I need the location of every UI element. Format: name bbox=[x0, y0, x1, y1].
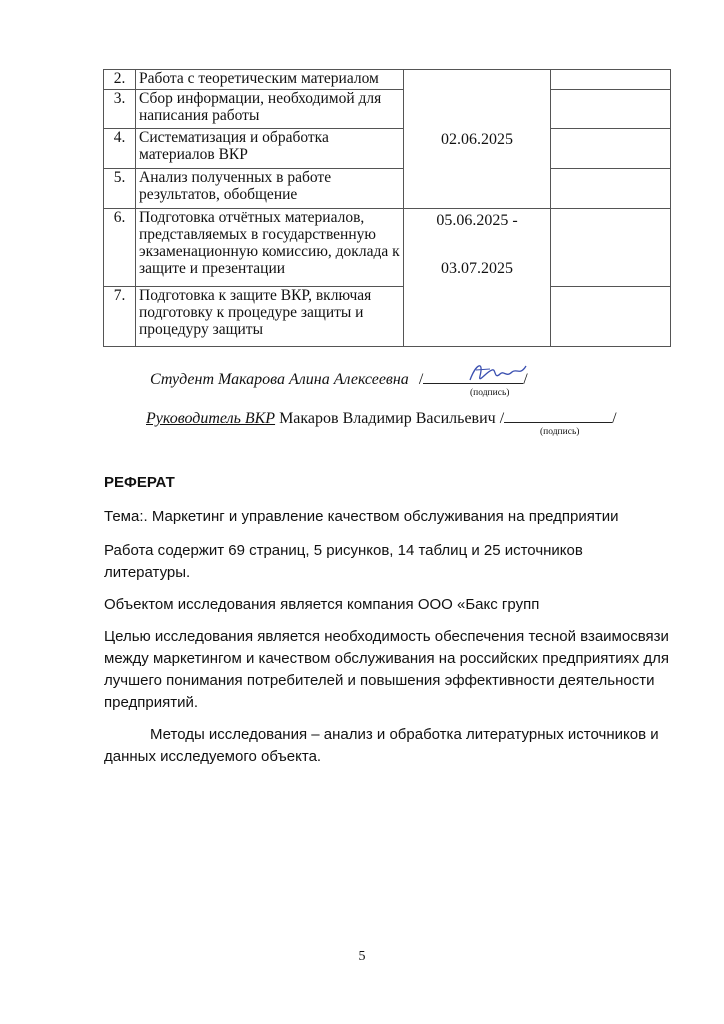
row-number: 5. bbox=[104, 169, 136, 209]
table-row bbox=[104, 129, 671, 169]
table-row bbox=[104, 169, 671, 209]
slash-close: / bbox=[523, 371, 528, 388]
supervisor-signature-caption: (подпись) bbox=[540, 427, 580, 437]
slash-close: / bbox=[612, 410, 617, 427]
row-number: 6. bbox=[104, 209, 136, 287]
signature-blank bbox=[504, 407, 612, 423]
mark-cell bbox=[551, 70, 671, 90]
mark-cell bbox=[551, 169, 671, 209]
page-number: 5 bbox=[358, 949, 366, 964]
date-range-start: 05.06.2025 - bbox=[436, 212, 518, 229]
task-cell: Сбор информации, необходимой для написания работы bbox=[136, 90, 404, 129]
mark-cell bbox=[551, 287, 671, 347]
supervisor-signature-line bbox=[146, 407, 617, 428]
student-autograph bbox=[466, 358, 530, 388]
abstract-topic: Тема:. Маркетинг и управление качеством обслуживания на предприятии bbox=[104, 508, 619, 525]
mark-cell bbox=[551, 90, 671, 129]
date-range-end: 03.07.2025 bbox=[441, 260, 513, 277]
row-number: 4. bbox=[104, 129, 136, 169]
date-range-cell bbox=[404, 209, 551, 347]
table-row bbox=[104, 90, 671, 129]
task-cell: Подготовка отчётных материалов, представляемых в государственную экзаменационную комиссию, доклада к защите и презентации bbox=[136, 209, 404, 287]
row-number: 3. bbox=[104, 90, 136, 129]
abstract-object: Объектом исследования является компания ООО «Бакс групп bbox=[104, 596, 540, 613]
mark-cell bbox=[551, 129, 671, 169]
supervisor-label: Руководитель ВКР bbox=[146, 410, 276, 427]
abstract-contents: Работа содержит 69 страниц, 5 рисунков, 14 таблиц и 25 источников литературы. bbox=[104, 542, 583, 581]
supervisor-name: Макаров Владимир Васильевич / bbox=[279, 410, 505, 427]
task-cell: Работа с теоретическим материалом bbox=[136, 70, 404, 90]
row-number: 7. bbox=[104, 287, 136, 347]
abstract-goal: Целью исследования является необходимость обеспечения тесной взаимосвязи между маркетингом и качеством обслуживания на российских предприятиях для лучшего понимания потребителей и повышения эффективности деятельности предприятий. bbox=[104, 628, 670, 711]
task-cell: Подготовка к защите ВКР, включая подготовку к процедуре защиты и процедуру защиты bbox=[136, 287, 404, 347]
abstract-methods: Методы исследования – анализ и обработка литературных источников и данных исследуемого объекта. bbox=[104, 726, 659, 765]
row-number: 2. bbox=[104, 70, 136, 90]
student-signature-caption: (подпись) bbox=[470, 388, 510, 398]
date-cell: 02.06.2025 bbox=[404, 70, 551, 209]
table-row bbox=[104, 209, 671, 287]
slash-open: / bbox=[418, 371, 424, 388]
table-row bbox=[104, 70, 671, 90]
work-plan-table bbox=[103, 69, 671, 347]
task-cell: Анализ полученных в работе результатов, обобщение bbox=[136, 169, 404, 209]
abstract-heading: РЕФЕРАТ bbox=[104, 474, 175, 491]
table-row bbox=[104, 287, 671, 347]
mark-cell bbox=[551, 209, 671, 287]
task-cell: Систематизация и обработка материалов ВКР bbox=[136, 129, 404, 169]
student-label: Студент Макарова Алина Алексеевна bbox=[150, 371, 409, 388]
